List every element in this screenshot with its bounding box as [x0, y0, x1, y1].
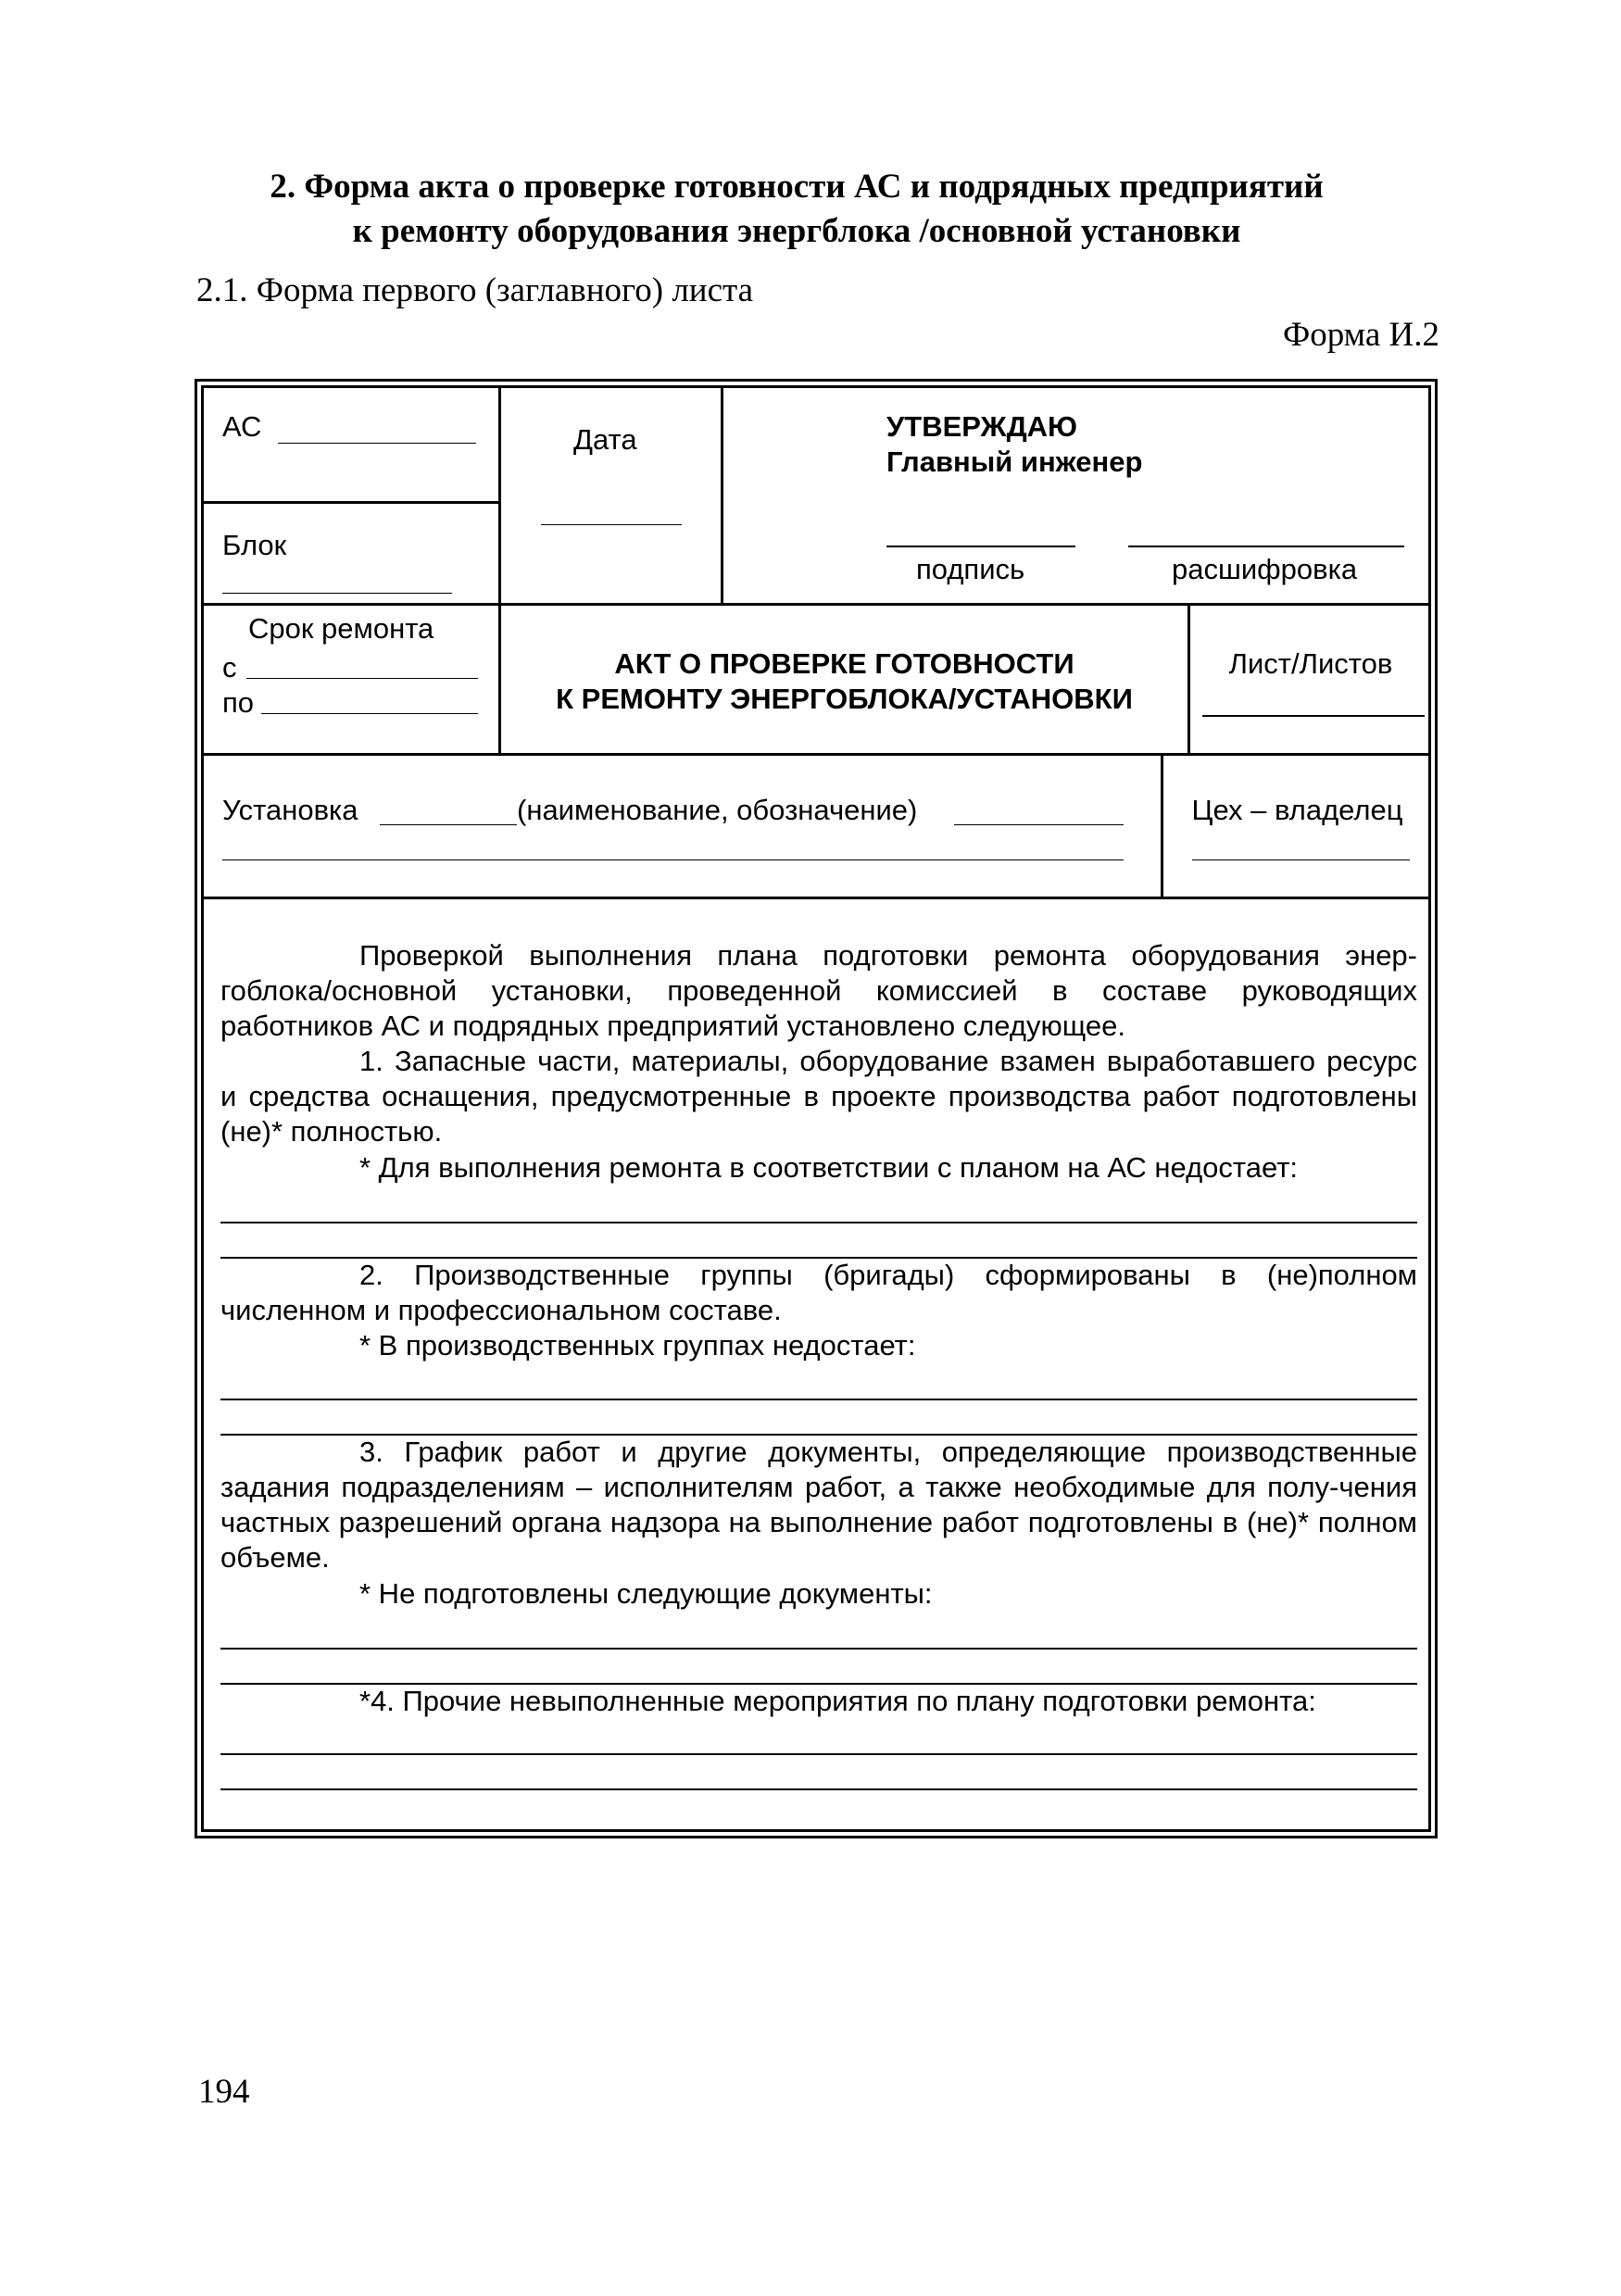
repair-from-label: с	[222, 651, 237, 684]
col-divider-date	[721, 385, 723, 605]
signature-line[interactable]	[886, 546, 1075, 547]
date-field-line[interactable]	[541, 524, 682, 525]
document-heading	[148, 165, 1445, 254]
row-divider-top	[201, 603, 1431, 606]
installation-label: Установка	[222, 794, 358, 826]
form-code: Форма И.2	[1283, 316, 1439, 354]
signature-label: подпись	[916, 553, 1025, 585]
divider-as-block	[201, 501, 500, 504]
repair-period-label: Срок ремонта	[248, 612, 434, 645]
date-label: Дата	[573, 423, 637, 456]
installation-field-line-2[interactable]	[954, 824, 1124, 825]
item-2-blank-line-1[interactable]	[220, 1399, 1417, 1400]
page-number: 194	[198, 2073, 250, 2111]
item-4-blank-line-2[interactable]	[220, 1788, 1417, 1790]
heading-line-2: к ремонту оборудования энергблока /основной установки	[352, 212, 1241, 250]
decoding-label: расшифровка	[1172, 553, 1358, 585]
item-1-blank-line-1[interactable]	[220, 1222, 1417, 1223]
item-3-blank-line-1[interactable]	[220, 1648, 1417, 1650]
act-title-line-2: К РЕМОНТУ ЭНЕРГОБЛОКА/УСТАНОВКИ	[556, 683, 1133, 715]
sheet-field-line[interactable]	[1202, 715, 1425, 717]
act-title-line-1: АКТ О ПРОВЕРКЕ ГОТОВНОСТИ	[614, 647, 1074, 680]
decoding-line[interactable]	[1128, 546, 1404, 547]
repair-to-line[interactable]	[261, 713, 478, 714]
intro-paragraph: Проверкой выполнения плана подготовки ремонта оборудования энер-гоблока/основной установки, проведенной комиссией в составе руководящих работников АС и подрядных предприятий установлено следующее.	[220, 939, 1417, 1042]
form-subheading: 2.1. Форма первого (заглавного) листа	[196, 271, 754, 309]
row-divider-act	[201, 753, 1431, 756]
installation-field-line-3[interactable]	[222, 859, 1124, 860]
approve-role: Главный инженер	[886, 445, 1143, 478]
repair-to-label: по	[222, 686, 255, 719]
item-3-note: * Не подготовлены следующие документы:	[359, 1577, 933, 1610]
block-label: Блок	[222, 529, 287, 561]
item-3-paragraph: 3. График работ и другие документы, определяющие производственные задания подразделениям – исполнителям работ, а также необходимые для полу-чения частных разрешений органа надзора на выполнение работ подготовлены в (не)* полном объеме.	[220, 1436, 1417, 1574]
repair-from-line[interactable]	[246, 678, 478, 679]
item-1-paragraph: 1. Запасные части, материалы, оборудование взамен выработавшего ресурс и средства оснащения, предусмотренные в проекте производства работ подготовлены (не)* полностью.	[220, 1045, 1417, 1148]
workshop-field-line[interactable]	[1192, 859, 1410, 860]
item-2-paragraph: 2. Производственные группы (бригады) сформированы в (не)полном численном и профессиональном составе.	[220, 1259, 1417, 1326]
installation-field-line-1[interactable]	[380, 824, 517, 825]
approve-title: УТВЕРЖДАЮ	[886, 410, 1078, 443]
item-4-paragraph: *4. Прочие невыполненные мероприятия по плану подготовки ремонта:	[359, 1685, 1316, 1717]
heading-line-1: 2. Форма акта о проверке готовности АС и подрядных предприятий	[270, 168, 1324, 206]
item-4-blank-line-1[interactable]	[220, 1753, 1417, 1755]
block-field-line[interactable]	[222, 593, 452, 594]
as-field-line[interactable]	[278, 443, 476, 444]
item-2-note: * В производственных группах недостает:	[359, 1329, 916, 1361]
as-label: АС	[222, 410, 262, 443]
installation-hint: (наименование, обозначение)	[517, 794, 918, 826]
workshop-label: Цех – владелец	[1191, 794, 1403, 826]
sheet-label: Лист/Листов	[1228, 647, 1393, 680]
item-1-note: * Для выполнения ремонта в соответствии с планом на АС недостает:	[359, 1151, 1299, 1184]
row-divider-installation	[201, 897, 1431, 899]
